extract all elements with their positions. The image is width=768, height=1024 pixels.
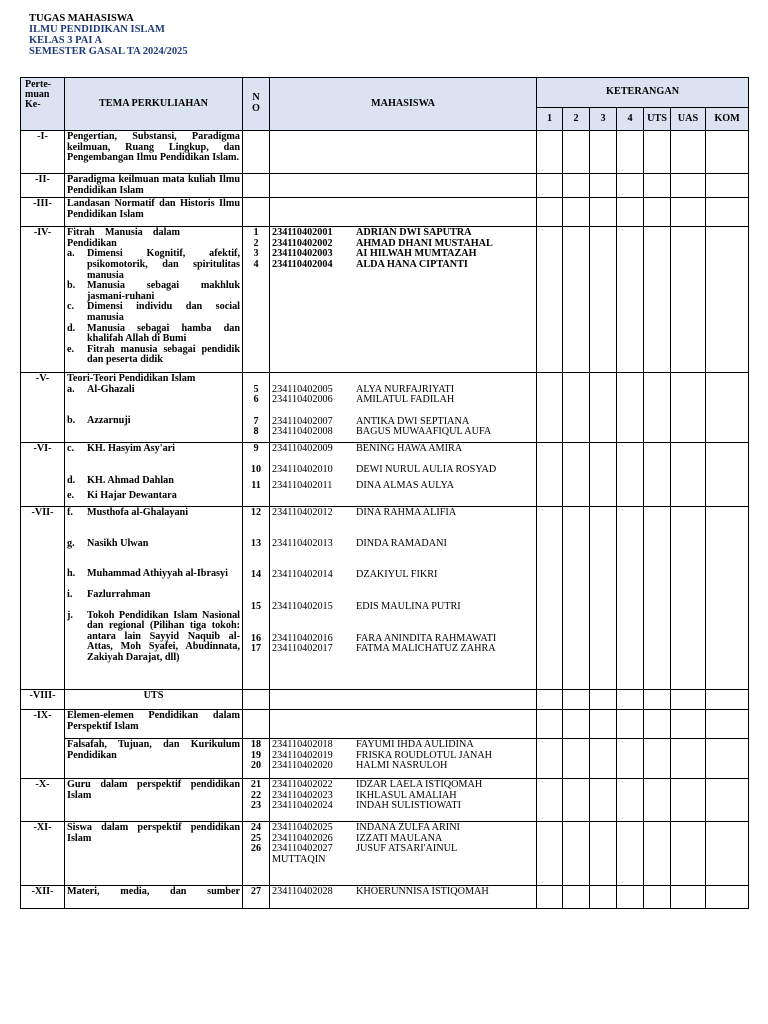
tema-list-item: a. Al-Ghazali xyxy=(67,383,135,395)
assignment-table xyxy=(20,77,749,909)
pertemuan-cell: -VII- xyxy=(21,507,65,690)
table-row xyxy=(21,690,749,710)
student-entry: 234110402011 DINA ALMAS AULYA xyxy=(272,480,455,492)
tema-cell: UTS xyxy=(65,690,243,710)
mahasiswa-cell xyxy=(270,822,537,886)
tema-cell: Guru dalam perspektif pendidikan Islam xyxy=(65,779,243,822)
header-row xyxy=(21,78,749,108)
pertemuan-cell: -IV- xyxy=(21,227,65,373)
mahasiswa-cell xyxy=(270,886,537,909)
tema-cell: Siswa dalam perspektif pendidikan Islam xyxy=(65,822,243,886)
table-row xyxy=(21,198,749,227)
tema-list-item: b. Manusia sebagai makhluk jasmani-ruhani xyxy=(67,280,240,302)
no-cell: 24 25 26 xyxy=(243,822,270,886)
col-header-3: 3 xyxy=(590,108,617,131)
header-task-title: TUGAS MAHASISWA xyxy=(29,13,134,24)
tema-list-item: g. Nasikh Ulwan xyxy=(67,537,149,549)
student-entry: 234110402010 DEWI NURUL AULIA ROSYAD xyxy=(272,463,497,475)
col-header-2: 2 xyxy=(563,108,590,131)
pertemuan-cell: -III- xyxy=(21,198,65,227)
table-row xyxy=(21,443,749,507)
student-entry: 234110402015 EDIS MAULINA PUTRI xyxy=(272,600,461,612)
col-header-tema: TEMA PERKULIAHAN xyxy=(65,78,243,131)
tema-list-item: e. Fitrah manusia sebagai pendidik dan peserta didik xyxy=(67,343,240,366)
no-cell: 18 19 20 xyxy=(243,739,270,779)
tema-list-item: b. Azzarnuji xyxy=(67,415,131,427)
col-header-4: 4 xyxy=(617,108,644,131)
student-entry: 234110402002 AHMAD DHANI MUSTAHAL xyxy=(272,237,493,249)
mahasiswa-cell xyxy=(270,131,537,174)
pertemuan-cell: -X- xyxy=(21,779,65,822)
student-entry-continued: MUTTAQIN xyxy=(272,853,326,865)
pertemuan-cell: -II- xyxy=(21,174,65,198)
student-entry: 234110402027 JUSUF ATSARI'AINUL xyxy=(272,843,458,855)
tema-cell: Pengertian, Substansi, Paradigma keilmuan, Ruang Lingkup, dan Pengembangan Ilmu Pendidikan Islam. xyxy=(65,131,243,174)
tema-list-item: h. Muhammad Athiyyah al-Ibrasyi xyxy=(67,568,228,580)
student-entry: 234110402017 FATMA MALICHATUZ ZAHRA xyxy=(272,643,496,655)
col-header-kom: KOM xyxy=(706,108,749,131)
table-row xyxy=(21,822,749,886)
pertemuan-cell: -I- xyxy=(21,131,65,174)
student-entry: 234110402020 HALMI NASRULOH xyxy=(272,760,448,772)
pertemuan-cell: -VI- xyxy=(21,443,65,507)
student-entry: 234110402005 ALYA NURFAJRIYATI xyxy=(272,383,455,395)
tema-cell: Elemen-elemen Pendidikan dalam Perspektif Islam xyxy=(65,710,243,739)
student-entry: 234110402024 INDAH SULISTIOWATI xyxy=(272,800,461,812)
col-header-pertemuan: Perte- muan Ke- xyxy=(21,78,65,131)
table-row xyxy=(21,739,749,779)
mahasiswa-cell xyxy=(270,373,537,443)
no-cell: 1 2 3 4 xyxy=(243,227,270,373)
tema-cell: Landasan Normatif dan Historis Ilmu Pendidikan Islam xyxy=(65,198,243,227)
mahasiswa-cell xyxy=(270,739,537,779)
col-header-mahasiswa: MAHASISWA xyxy=(270,78,537,131)
tema-list-item: d. Manusia sebagai hamba dan khalifah Allah di Bumi xyxy=(67,322,240,345)
student-entry: 234110402025 INDANA ZULFA ARINI xyxy=(272,822,460,834)
col-header-no: N O xyxy=(243,78,270,131)
no-cell: 21 22 23 xyxy=(243,779,270,822)
tema-list-item: j. Tokoh Pendidikan Islam Nasional dan regional (Pilihan tiga tokoh: antara lain Sayyid Naquib al-Attas, Moh Syafei, Abudinnata, Zakiyah Darajat, dll) xyxy=(67,609,240,663)
student-entry: 234110402028 KHOERUNNISA ISTIQOMAH xyxy=(272,886,489,898)
header-course-name: ILMU PENDIDIKAN ISLAM xyxy=(29,24,165,35)
table-row xyxy=(21,373,749,443)
tema-cell: Fitrah Manusia dalam Pendidikan a. Dimensi Kognitif, afektif, psikomotorik, dan spiritulitas manusia b. Manusia sebagai makhluk jasmani-ruhani c. Dimensi individu dan social manusia d. Manusia sebagai hamba dan khalifah Allah di Bumi e. Fitrah manusia sebagai pendidik dan peserta didik xyxy=(65,227,243,373)
tema-cell: Materi, media, dan sumber xyxy=(65,886,243,909)
tema-list-item: e. Ki Hajar Dewantara xyxy=(67,490,177,502)
student-entry: 234110402023 IKHLASUL AMALIAH xyxy=(272,789,457,801)
student-entry: 234110402006 AMILATUL FADILAH xyxy=(272,394,455,406)
table-row xyxy=(21,886,749,909)
student-entry: 234110402007 ANTIKA DWI SEPTIANA xyxy=(272,415,470,427)
mahasiswa-cell xyxy=(270,443,537,507)
student-entry: 234110402003 AI HILWAH MUMTAZAH xyxy=(272,248,477,260)
table-row xyxy=(21,507,749,690)
col-header-uts: UTS xyxy=(644,108,671,131)
tema-list-item: c. KH. Hasyim Asy'ari xyxy=(67,443,176,455)
col-header-keterangan: KETERANGAN xyxy=(537,78,749,108)
table-row xyxy=(21,174,749,198)
no-cell: 12 13 14 15 16 17 xyxy=(243,507,270,690)
student-entry: 234110402026 IZZATI MAULANA xyxy=(272,832,443,844)
table-row xyxy=(21,131,749,174)
tema-cell xyxy=(65,507,243,690)
mahasiswa-cell xyxy=(270,227,537,373)
student-entry: 234110402014 DZAKIYUL FIKRI xyxy=(272,569,438,581)
pertemuan-cell: -VIII- xyxy=(21,690,65,710)
student-entry: 234110402008 BAGUS MUWAAFIQUL AUFA xyxy=(272,426,492,438)
pertemuan-cell: -V- xyxy=(21,373,65,443)
header-class: KELAS 3 PAI A xyxy=(29,35,103,46)
tema-list-item: f. Musthofa al-Ghalayani xyxy=(67,507,189,519)
student-entry: 234110402012 DINA RAHMA ALIFIA xyxy=(272,507,457,519)
student-entry: 234110402022 IDZAR LAELA ISTIQOMAH xyxy=(272,779,483,791)
tema-list-item: a. Dimensi Kognitif, afektif, psikomotorik, dan spiritulitas manusia xyxy=(67,248,240,281)
tema-list-item: c. Dimensi individu dan social manusia xyxy=(67,301,240,323)
no-cell: 5 6 7 8 xyxy=(243,373,270,443)
tema-cell: Falsafah, Tujuan, dan Kurikulum Pendidikan xyxy=(65,739,243,779)
pertemuan-cell: -IX- xyxy=(21,710,65,779)
student-entry: 234110402009 BENING HAWA AMIRA xyxy=(272,443,463,455)
student-entry: 234110402018 FAYUMI IHDA AULIDINA xyxy=(272,739,474,751)
tema-list-item: i. Fazlurrahman xyxy=(67,588,151,600)
tema-cell: Paradigma keilmuan mata kuliah Ilmu Pendidikan Islam xyxy=(65,174,243,198)
header-semester: SEMESTER GASAL TA 2024/2025 xyxy=(29,46,188,57)
tema-list-item: d. KH. Ahmad Dahlan xyxy=(67,474,174,486)
tema-cell xyxy=(65,443,243,507)
table-row xyxy=(21,227,749,373)
col-header-1: 1 xyxy=(537,108,563,131)
mahasiswa-cell xyxy=(270,507,537,690)
student-entry: 234110402001 ADRIAN DWI SAPUTRA xyxy=(272,227,472,239)
table-row xyxy=(21,779,749,822)
student-entry: 234110402016 FARA ANINDITA RAHMAWATI xyxy=(272,632,497,644)
student-entry: 234110402004 ALDA HANA CIPTANTI xyxy=(272,258,468,270)
pertemuan-cell: -XII- xyxy=(21,886,65,909)
mahasiswa-cell xyxy=(270,779,537,822)
tema-cell: Teori-Teori Pendidikan Islam a. Al-Ghazali b. Azzarnuji xyxy=(65,373,243,443)
document-header xyxy=(29,13,188,57)
col-header-uas: UAS xyxy=(671,108,706,131)
student-entry: 234110402019 FRISKA ROUDLOTUL JANAH xyxy=(272,749,493,761)
no-cell xyxy=(243,131,270,174)
no-cell: 9 10 11 xyxy=(243,443,270,507)
student-entry: 234110402013 DINDA RAMADANI xyxy=(272,537,447,549)
table-row xyxy=(21,710,749,739)
pertemuan-cell: -XI- xyxy=(21,822,65,886)
no-cell: 27 xyxy=(243,886,270,909)
